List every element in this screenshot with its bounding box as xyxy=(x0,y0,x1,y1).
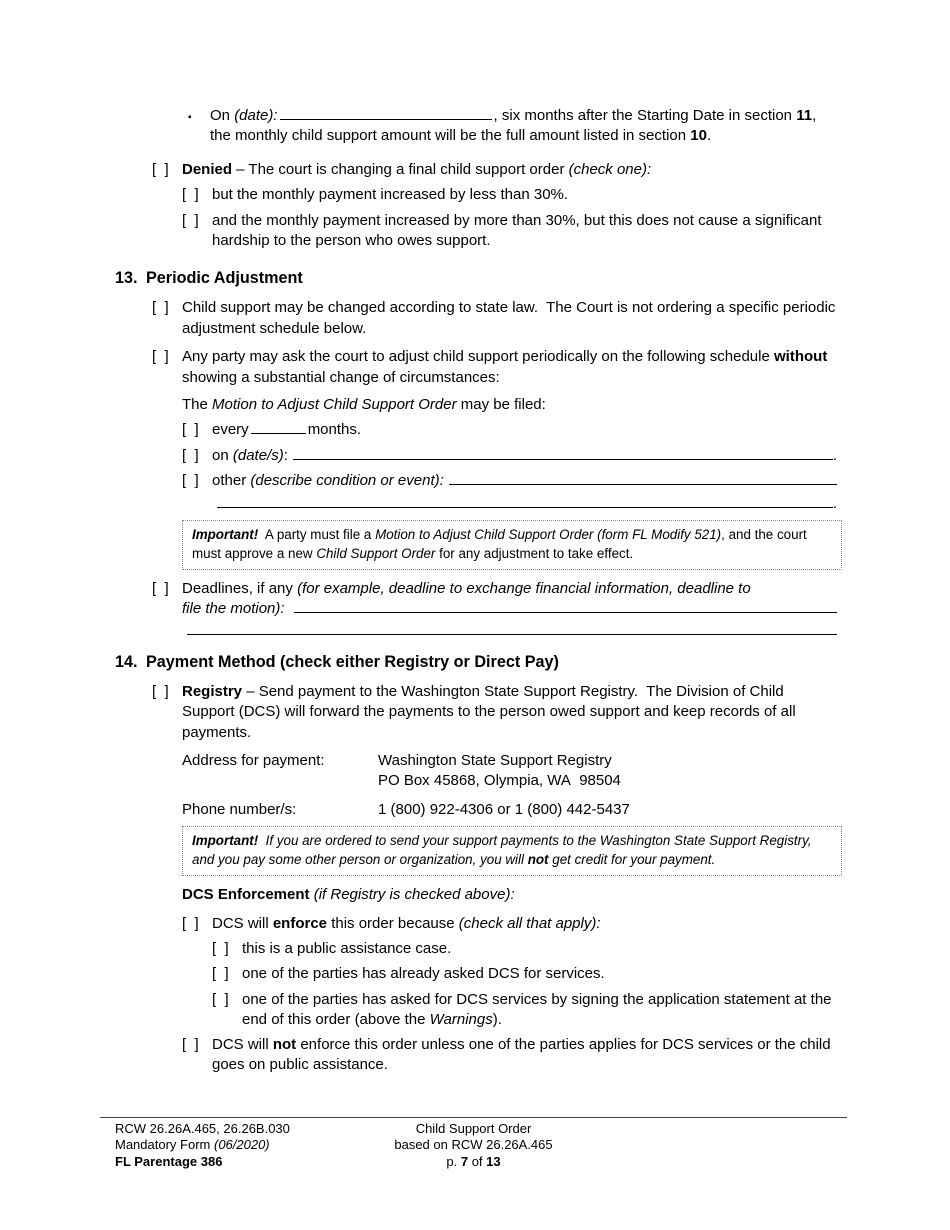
checkbox-signed-application[interactable]: [ ] xyxy=(212,990,229,1008)
other-condition-blank-field-2[interactable] xyxy=(217,507,833,508)
section-13-number: 13. xyxy=(115,269,138,288)
dcs-enforcement-heading: DCS Enforcement (if Registry is checked above): xyxy=(182,886,515,904)
footer-doc-basis: based on RCW 26.26A.465 xyxy=(394,1137,553,1153)
checkbox-on-dates[interactable]: [ ] xyxy=(182,446,199,464)
checkbox-public-assistance[interactable]: [ ] xyxy=(212,939,229,957)
checkbox-denied[interactable]: [ ] xyxy=(152,160,169,178)
checkbox-dcs-enforce[interactable]: [ ] xyxy=(182,914,199,932)
checkbox-other-condition[interactable]: [ ] xyxy=(182,472,199,490)
dates-blank-field[interactable] xyxy=(293,459,833,460)
address-label: Address for payment: xyxy=(182,751,325,769)
important-label: Important! xyxy=(192,833,259,849)
denied-suboption-1: [ ] but the monthly payment increased by less than 30%. xyxy=(182,185,837,205)
checkbox-registry[interactable]: [ ] xyxy=(152,682,169,700)
footer-center-block xyxy=(100,1121,847,1170)
checkbox-already-asked[interactable]: [ ] xyxy=(212,965,229,983)
denied-option: [ ] Denied – The court is changing a final child support order (check one): xyxy=(152,160,837,180)
deadlines-continuation-line xyxy=(182,634,837,635)
footer-mandatory-form: Mandatory Form xyxy=(115,1137,214,1153)
dcs-not-enforce-option: [ ] DCS will not enforce this order unless one of the parties applies for DCS services or the child goes on public assistance. xyxy=(182,1035,831,1073)
checkbox-dcs-not-enforce[interactable]: [ ] xyxy=(182,1035,199,1053)
checkbox-denied-more-30[interactable]: [ ] xyxy=(182,211,199,229)
checkbox-denied-less-30[interactable]: [ ] xyxy=(182,186,199,204)
other-condition-blank-field[interactable] xyxy=(449,484,837,485)
section-14-number: 14. xyxy=(115,652,138,671)
footer-left-block: RCW 26.26A.465, 26.26B.030 Mandatory Form (06/2020) FL Parentage 386 xyxy=(115,1121,847,1170)
registry-option: [ ] Registry – Send payment to the Washington State Support Registry. The Division of Child Support (DCS) will forward the payments to the person owed support and keep records of all payments. xyxy=(152,682,796,741)
payment-phone-row xyxy=(182,800,837,820)
deadlines-blank-field-2[interactable] xyxy=(187,634,837,635)
phase-in-text: On (date): , six months after the Starting Date in section 11, the monthly child support amount will be the full amount listed in section 10. xyxy=(210,107,817,145)
page-footer xyxy=(100,1117,847,1170)
section-14-heading xyxy=(115,651,837,673)
footer-doc-title: Child Support Order xyxy=(415,1121,532,1136)
dcs-enforce-option: [ ] DCS will enforce this order because (check all that apply): xyxy=(182,914,837,934)
motion-intro-line: The Motion to Adjust Child Support Order may be filed: xyxy=(182,395,546,413)
checkbox-schedule[interactable]: [ ] xyxy=(152,348,169,366)
adjust-other-option: [ ] other (describe condition or event): xyxy=(182,471,837,491)
phase-in-bullet-item xyxy=(188,106,837,147)
dcs-enforce-suboption-1: [ ] this is a public assistance case. xyxy=(212,939,837,959)
footer-form-id: FL Parentage 386 xyxy=(115,1153,223,1169)
denied-label: Denied xyxy=(182,160,233,178)
adjust-every-months-option: [ ] every months. xyxy=(182,420,837,440)
registry-label: Registry xyxy=(182,682,243,700)
address-value: Washington State Support Registry PO Box 45868, Olympia, WA 98504 xyxy=(378,751,621,790)
date-blank-field[interactable] xyxy=(280,119,492,120)
payment-address-row xyxy=(182,751,837,792)
months-blank-field[interactable] xyxy=(251,433,306,434)
checkbox-no-schedule[interactable]: [ ] xyxy=(152,299,169,317)
deadlines-blank-field[interactable] xyxy=(294,612,837,613)
footer-rcw: RCW 26.26A.465, 26.26B.030 xyxy=(115,1121,290,1136)
checkbox-every-months[interactable]: [ ] xyxy=(182,421,199,439)
bullet-icon: ▪ xyxy=(188,112,192,123)
section-13-heading xyxy=(115,267,837,289)
important-notice-registry: Important! If you are ordered to send your support payments to the Washington State Support Registry, and you pay some other person or organization, you will not get credit for your payment. xyxy=(182,826,842,876)
important-notice-adjustment: Important! A party must file a Motion to Adjust Child Support Order (form FL Modify 521), and the court must approve a new Child Support Order for any adjustment to take effect. xyxy=(182,520,842,570)
footer-page-number: p. 7 of 13 xyxy=(446,1153,501,1169)
deadlines-item: [ ] Deadlines, if any (for example, deadline to exchange financial information, deadline to file the motion): xyxy=(152,579,837,620)
dcs-enforce-suboption-2: [ ] one of the parties has already asked DCS for services. xyxy=(212,964,837,984)
phone-label: Phone number/s: xyxy=(182,800,297,818)
periodic-no-schedule-option: [ ] Child support may be changed according to state law. The Court is not ordering a specific periodic adjustment schedule below. xyxy=(152,299,836,337)
phone-value: 1 (800) 922-4306 or 1 (800) 442-5437 xyxy=(378,800,630,818)
other-condition-continuation-line: . xyxy=(212,494,837,514)
important-label: Important! xyxy=(192,526,259,542)
section-14-title: Payment Method (check either Registry or Direct Pay) xyxy=(146,652,559,671)
document-content xyxy=(115,106,837,1075)
periodic-schedule-option: [ ] Any party may ask the court to adjust child support periodically on the following schedule without showing a substantial change of circumstances: xyxy=(152,348,828,386)
dcs-enforce-suboption-3: [ ] one of the parties has asked for DCS services by signing the application statement at the end of this order (above the Warnings). xyxy=(212,990,832,1029)
denied-suboption-2: [ ] and the monthly payment increased by more than 30%, but this does not cause a significant hardship to the person who owes support. xyxy=(182,211,822,249)
section-13-title: Periodic Adjustment xyxy=(146,269,303,288)
checkbox-deadlines[interactable]: [ ] xyxy=(152,579,169,597)
adjust-on-dates-option: [ ] on (date/s): . xyxy=(182,446,837,466)
